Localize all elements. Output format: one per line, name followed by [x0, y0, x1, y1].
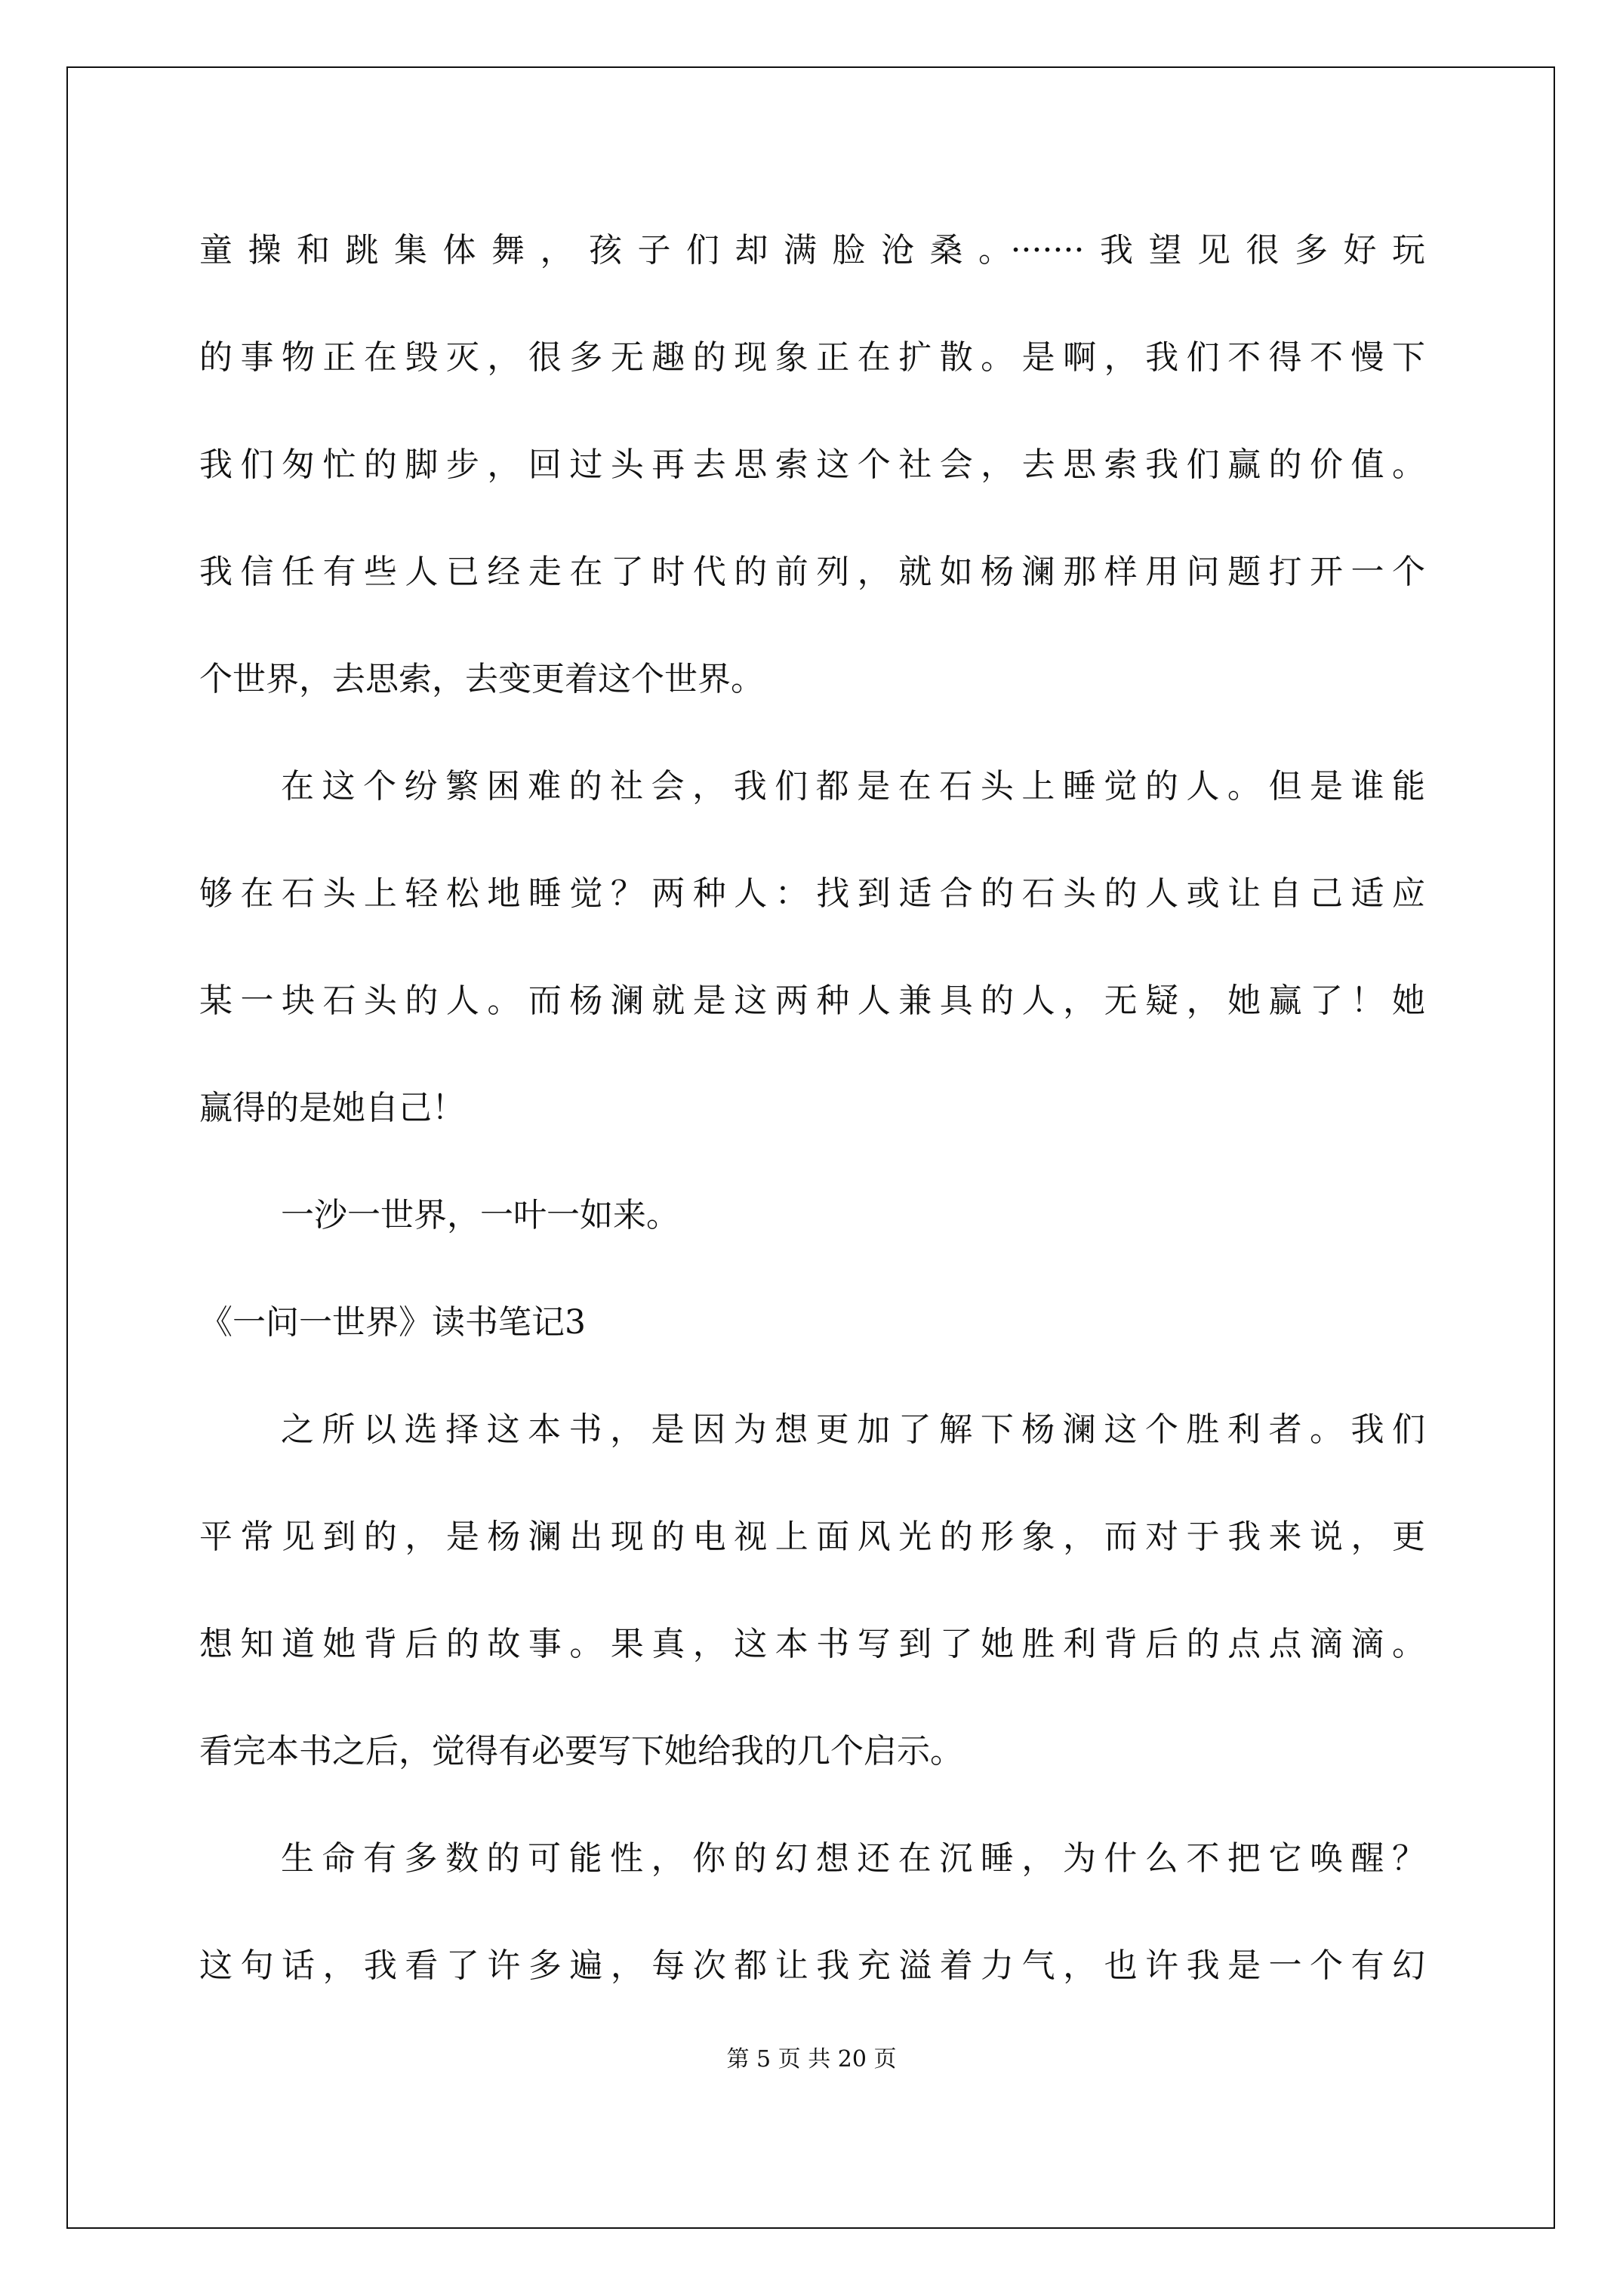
paragraph-start-line: 生命有多数的可能性，你的幻想还在沉睡，为什么不把它唤醒？ — [281, 1839, 1425, 1878]
text-line: 平常见到的，是杨澜出现的电视上面风光的形象，而对于我来说，更 — [199, 1518, 1425, 1556]
text-line: 想知道她背后的故事。果真，这本书写到了她胜利背后的点点滴滴。 — [199, 1625, 1425, 1663]
page-number: 第 5 页 共 20 页 — [726, 2046, 897, 2073]
text-line: 的事物正在毁灭，很多无趣的现象正在扩散。是啊，我们不得不慢下 — [199, 338, 1425, 377]
text-line: 这句话，我看了许多遍，每次都让我充溢着力气，也许我是一个有幻 — [199, 1946, 1425, 1985]
text-line: 我们匆忙的脚步，回过头再去思索这个社会，去思索我们赢的价值。 — [199, 445, 1425, 484]
text-line: 看完本书之后，觉得有必要写下她给我的几个启示。 — [199, 1732, 963, 1771]
paragraph-start-line: 之所以选择这本书，是因为想更加了解下杨澜这个胜利者。我们 — [281, 1410, 1425, 1449]
section-heading: 《一问一世界》读书笔记3 — [199, 1303, 586, 1342]
text-line: 我信任有些人已经走在了时代的前列，就如杨澜那样用问题打开一个 — [199, 553, 1425, 591]
text-line: 赢得的是她自己！ — [199, 1089, 465, 1127]
text-line: 个世界，去思索，去变更着这个世界。 — [199, 660, 764, 698]
text-line: 童操和跳集体舞，孩子们却满脸沧桑。·······我望见很多好玩 — [199, 231, 1425, 270]
paragraph-start-line: 在这个纷繁困难的社会，我们都是在石头上睡觉的人。但是谁能 — [281, 767, 1425, 806]
text-line: 够在石头上轻松地睡觉？两种人：找到适合的石头的人或让自己适应 — [199, 874, 1425, 913]
text-line: 某一块石头的人。而杨澜就是这两种人兼具的人，无疑，她赢了！她 — [199, 982, 1425, 1020]
paragraph-start-line: 一沙一世界，一叶一如来。 — [281, 1196, 679, 1234]
document-body — [199, 227, 1425, 2049]
